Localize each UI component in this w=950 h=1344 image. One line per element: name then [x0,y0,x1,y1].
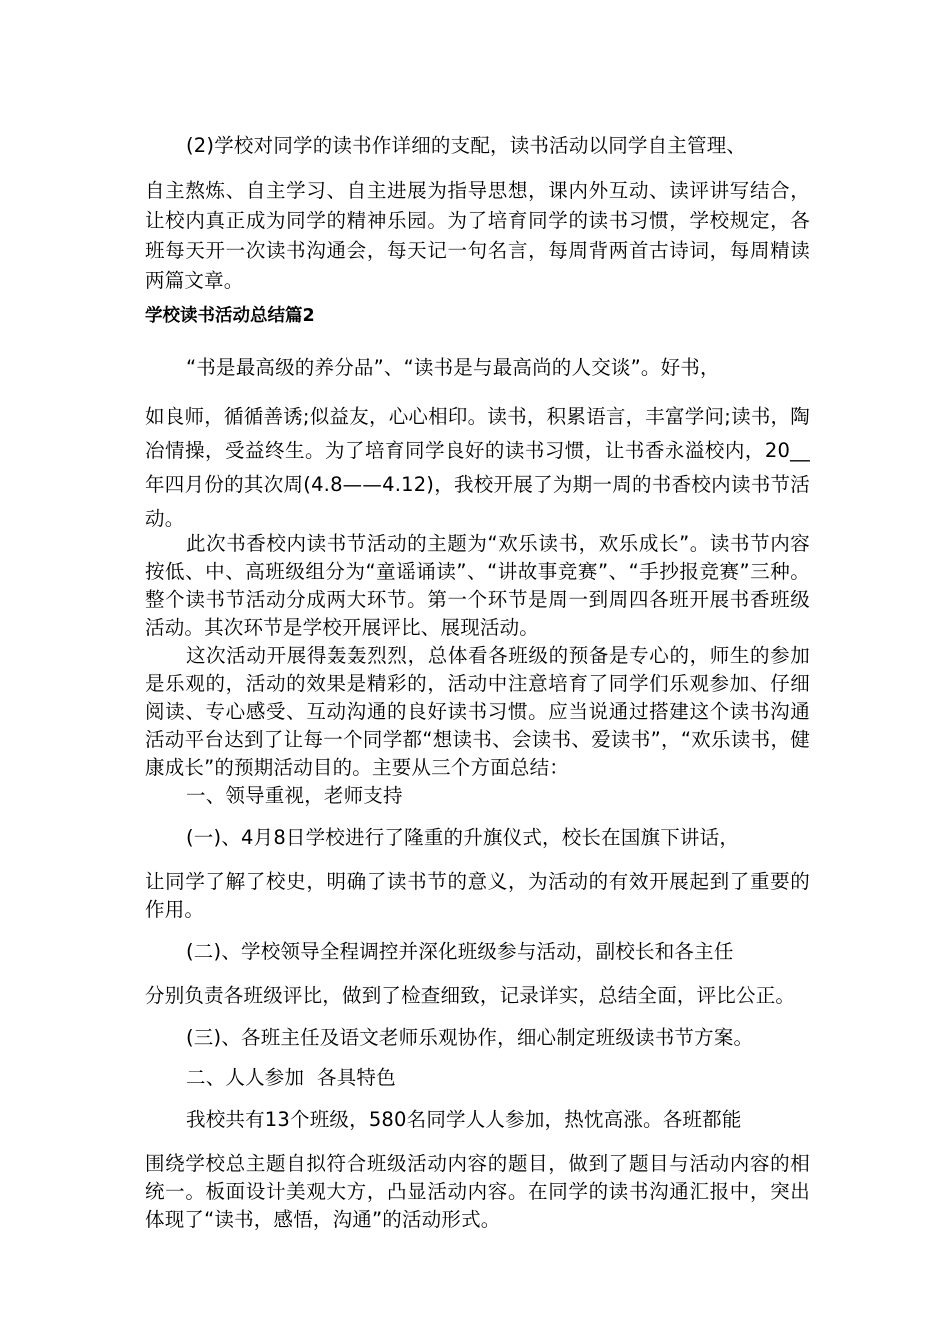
subheading-leadership-support: 一、领导重视，老师支持 [186,784,403,807]
paragraph-quote-intro: “书是最高级的养分品”、“读书是与最高尚的人交谈”。好书， [186,356,720,379]
paragraph-reading-guidance: 自主熬炼、自主学习、自主进展为指导思想，课内外互动、读评讲写结合，让校内真正成为同学的精神乐园。为了培育同学的读书习惯，学校规定，各班每天开一次读书沟通会，每天记一句名言，每周背两首古诗词，每周精读两篇文章。 [145,179,810,292]
paragraph-festival-theme: 此次书香校内读书节活动的主题为“欢乐读书，欢乐成长”。读书节内容按低、中、高班级组分为“童谣诵读”、“讲故事竞赛”、“手抄报竞赛”三种。整个读书节活动分成两大环节。第一个环节是周一到周四各班开展书香班级活动。其次环节是学校开展评比、展现活动。 [145,532,810,639]
paragraph-activity-review: 这次活动开展得轰轰烈烈，总体看各班级的预备是专心的，师生的参加是乐观的，活动的效果是精彩的，活动中注意培育了同学们乐观参加、仔细阅读、专心感受、互动沟通的良好读书习惯。应当说通过搭建这个读书沟通活动平台达到了让每一个同学都“想读书、会读书、爱读书”，“欢乐读书，健康成长”的预期活动目的。主要从三个方面总结： [145,644,810,779]
document-page [145,128,810,1234]
paragraph-leadership-control-cont: 分别负责各班级评比，做到了检查细致，记录详实，总结全面，评比公正。 [145,984,796,1007]
paragraph-reading-benefits: 如良师，循循善诱;似益友，心心相印。读书，积累语言，丰富学问;读书，陶冶情操，受益终生。为了培育同学良好的读书习惯，让书香永溢校内，20__年四月份的其次周(4.8——4.12)，我校开展了为期一周的书香校内读书节活动。 [145,405,810,530]
subheading-everyone-participates: 二、人人参加 各具特色 [186,1066,396,1089]
paragraph-reading-arrangement: (2)学校对同学的读书作详细的支配，读书活动以同学自主管理、 [186,134,747,157]
paragraph-class-participation: 我校共有13个班级，580名同学人人参加，热忱高涨。各班都能 [186,1108,742,1131]
paragraph-class-participation-cont: 围绕学校总主题自拟符合班级活动内容的题目，做到了题目与活动内容的相统一。板面设计美观大方，凸显活动内容。在同学的读书沟通汇报中，突出体现了“读书，感悟，沟通”的活动形式。 [145,1152,810,1231]
paragraph-flag-ceremony: (一)、4月8日学校进行了隆重的升旗仪式，校长在国旗下讲话， [186,826,740,849]
paragraph-flag-ceremony-cont: 让同学了解了校史，明确了读书节的意义，为活动的有效开展起到了重要的作用。 [145,870,810,921]
paragraph-leadership-control: (二)、学校领导全程调控并深化班级参与活动，副校长和各主任 [186,940,734,963]
paragraph-teacher-cooperation: (三)、各班主任及语文老师乐观协作，细心制定班级读书节方案。 [186,1026,754,1049]
section-heading-summary-2: 学校读书活动总结篇2 [145,306,315,326]
